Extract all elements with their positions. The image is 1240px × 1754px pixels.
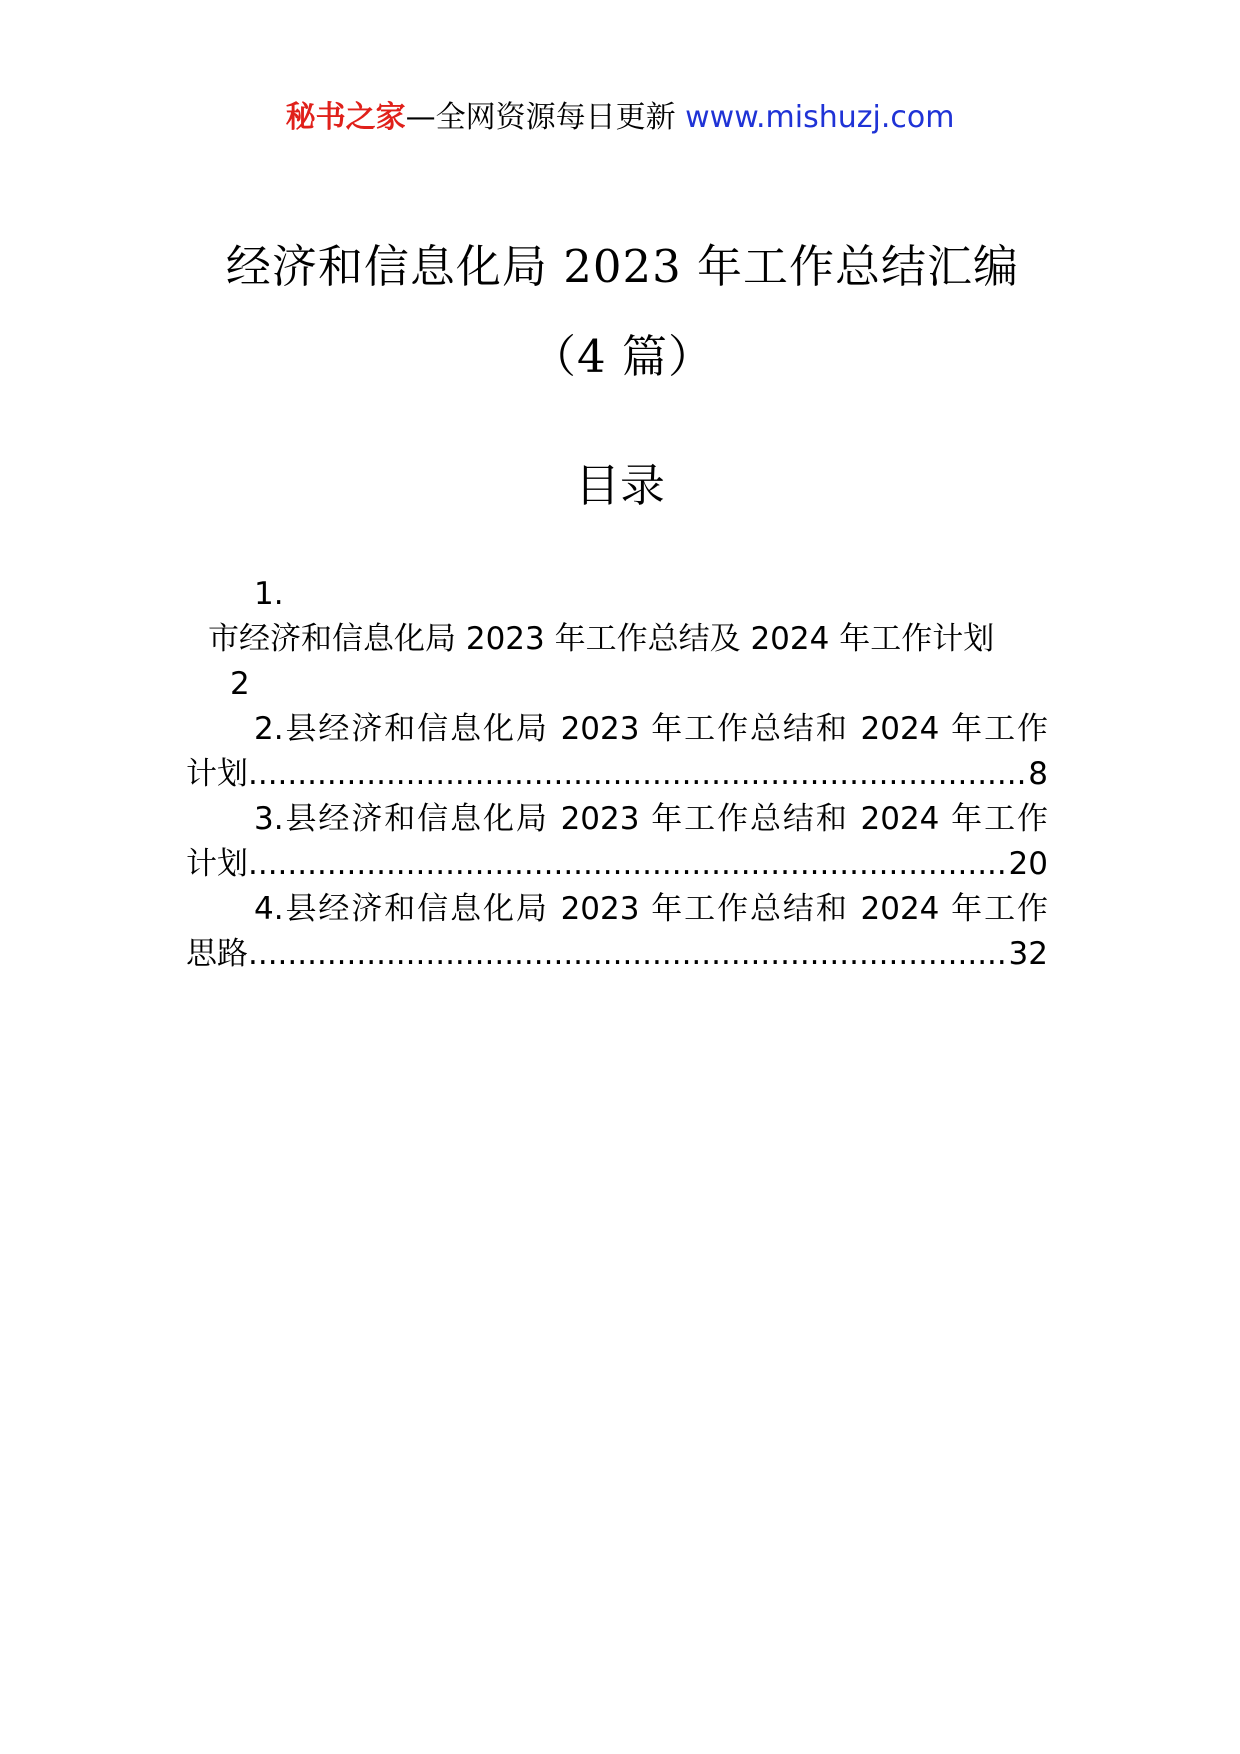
brand-name: 秘书之家 xyxy=(285,100,406,135)
document-title: 经济和信息化局 2023 年工作总结汇编（4 篇） xyxy=(225,240,1020,383)
dot-leader xyxy=(248,932,1007,977)
toc-entry-2[interactable] xyxy=(186,707,1048,797)
toc-entry-page: 32 xyxy=(1008,936,1048,972)
site-url-link[interactable]: www.mishuzj.com xyxy=(685,100,955,135)
toc-entry-1[interactable] xyxy=(186,572,1048,707)
toc-entry-text: 4.县经济和信息化局 2023 年工作总结和 2024 年工作 xyxy=(254,891,1048,927)
dot-leader xyxy=(248,752,1026,797)
toc-entry-text-continued: 计划 xyxy=(186,846,248,882)
toc-entry-4[interactable] xyxy=(186,887,1048,977)
toc-entry-text: 3.县经济和信息化局 2023 年工作总结和 2024 年工作 xyxy=(254,801,1048,837)
toc-entry-page: 8 xyxy=(1028,756,1048,792)
toc-entry-continuation xyxy=(186,932,1048,977)
toc-entry-page: 2 xyxy=(230,666,250,702)
toc-entry-text-continued: 计划 xyxy=(186,756,248,792)
table-of-contents xyxy=(186,572,1048,977)
toc-entry-page: 20 xyxy=(1008,846,1048,882)
dot-leader xyxy=(248,842,1007,887)
toc-heading: 目录 xyxy=(574,459,665,512)
banner-tagline: —全网资源每日更新 xyxy=(405,100,676,135)
toc-entry-text: 市经济和信息化局 2023 年工作总结及 2024 年工作计划 xyxy=(208,621,995,657)
toc-entry-number: 1. xyxy=(254,576,284,612)
site-banner xyxy=(0,98,1240,138)
toc-entry-3[interactable] xyxy=(186,797,1048,887)
toc-entry-continuation xyxy=(186,752,1048,797)
toc-entry-continuation xyxy=(186,842,1048,887)
toc-entry-text: 2.县经济和信息化局 2023 年工作总结和 2024 年工作 xyxy=(254,711,1048,747)
toc-entry-text-continued: 思路 xyxy=(186,936,248,972)
